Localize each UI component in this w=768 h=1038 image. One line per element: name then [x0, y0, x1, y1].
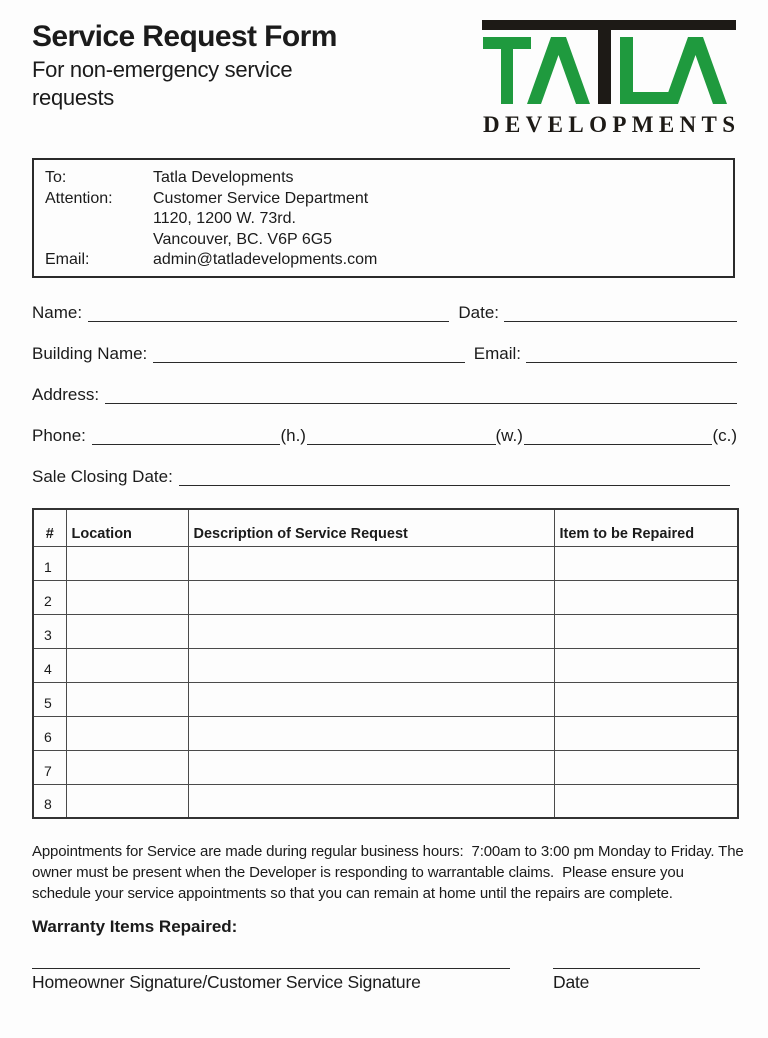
- table-row: [33, 750, 738, 784]
- cell-description[interactable]: [188, 784, 554, 818]
- cell-description[interactable]: [188, 716, 554, 750]
- cell-item[interactable]: [554, 750, 738, 784]
- service-request-table: [32, 508, 739, 819]
- signature-section: [32, 968, 737, 993]
- phone-home-input-line[interactable]: [92, 428, 281, 445]
- page-title: Service Request Form: [32, 20, 337, 53]
- row-number: 4: [33, 648, 66, 682]
- logo-letter-l: [620, 37, 671, 104]
- cell-description[interactable]: [188, 614, 554, 648]
- name-date-row: [32, 303, 737, 323]
- cell-item[interactable]: [554, 546, 738, 580]
- email-input-line[interactable]: [526, 346, 737, 363]
- cell-location[interactable]: [66, 614, 188, 648]
- table-row: [33, 682, 738, 716]
- table-row: [33, 546, 738, 580]
- address-row: [32, 385, 737, 405]
- cell-item[interactable]: [554, 614, 738, 648]
- form-fields: [32, 303, 737, 487]
- recipient-box: [32, 158, 735, 278]
- cell-item[interactable]: [554, 580, 738, 614]
- phone-work-label: (w.): [495, 426, 523, 445]
- to-label: To:: [45, 169, 67, 186]
- cell-item[interactable]: [554, 682, 738, 716]
- column-header-description: Description of Service Request: [188, 509, 554, 546]
- logo-top-bar: [482, 20, 736, 30]
- sale-closing-row: [32, 467, 737, 487]
- address-input-line[interactable]: [105, 387, 737, 404]
- phone-cell-input-line[interactable]: [524, 428, 713, 445]
- table-row: [33, 784, 738, 818]
- warranty-items-heading: Warranty Items Repaired:: [32, 917, 238, 936]
- email-label: Email:: [473, 344, 521, 363]
- table-row: [33, 648, 738, 682]
- row-number: 6: [33, 716, 66, 750]
- phone-label: Phone:: [32, 426, 86, 445]
- appointments-note: Appointments for Service are made during regular business hours: 7:00am to 3:00 pm Monday to Friday. The owner must be present when the Developer is responding to warrantable claims. Please ensure you schedule your service appointments so that you can remain at home until the repairs are complete.: [32, 843, 748, 902]
- cell-location[interactable]: [66, 648, 188, 682]
- address-label: Address:: [32, 385, 100, 404]
- table-header-row: [33, 509, 738, 546]
- cell-location[interactable]: [66, 546, 188, 580]
- table-row: [33, 580, 738, 614]
- cell-location[interactable]: [66, 682, 188, 716]
- row-number: 1: [33, 546, 66, 580]
- column-header-number: #: [33, 509, 66, 546]
- recipient-address-line2: Vancouver, BC. V6P 6G5: [153, 230, 333, 248]
- cell-item[interactable]: [554, 716, 738, 750]
- table-row: [33, 614, 738, 648]
- building-name-input-line[interactable]: [153, 346, 464, 363]
- building-email-row: [32, 344, 737, 364]
- cell-description[interactable]: [188, 682, 554, 716]
- phone-row: [32, 426, 737, 446]
- signature-date-label: Date: [553, 972, 590, 992]
- phone-work-input-line[interactable]: [307, 428, 496, 445]
- cell-location[interactable]: [66, 580, 188, 614]
- tatla-developments-logo-icon: [481, 13, 737, 137]
- row-number: 5: [33, 682, 66, 716]
- date-label: Date:: [458, 303, 499, 322]
- cell-description[interactable]: [188, 648, 554, 682]
- row-number: 2: [33, 580, 66, 614]
- sale-closing-date-label: Sale Closing Date:: [32, 467, 173, 486]
- name-input-line[interactable]: [88, 305, 449, 322]
- recipient-address-line1: 1120, 1200 W. 73rd.: [153, 210, 296, 227]
- homeowner-signature-line[interactable]: [32, 968, 510, 993]
- table-row: [33, 716, 738, 750]
- sale-closing-date-input-line[interactable]: [179, 469, 730, 486]
- logo-letter-a1: [527, 37, 590, 104]
- cell-description[interactable]: [188, 750, 554, 784]
- column-header-location: Location: [66, 509, 188, 546]
- cell-location[interactable]: [66, 750, 188, 784]
- logo-letter-t: [483, 37, 531, 104]
- to-value: Tatla Developments: [153, 169, 294, 186]
- homeowner-signature-label: Homeowner Signature/Customer Service Signature: [32, 972, 421, 992]
- date-input-line[interactable]: [504, 305, 737, 322]
- logo-subtext: DEVELOPMENTS: [483, 112, 735, 137]
- page-subtitle: For non-emergency service requests: [32, 57, 293, 110]
- recipient-email-value: admin@tatladevelopments.com: [153, 251, 378, 268]
- name-label: Name:: [32, 303, 83, 322]
- logo-black-t-stem: [598, 30, 611, 104]
- row-number: 7: [33, 750, 66, 784]
- attention-label: Attention:: [45, 189, 113, 207]
- row-number: 3: [33, 614, 66, 648]
- phone-cell-label: (c.): [712, 426, 738, 445]
- logo-letter-a2: [664, 37, 727, 104]
- signature-date-line[interactable]: [553, 968, 700, 993]
- cell-location[interactable]: [66, 784, 188, 818]
- recipient-email-label: Email:: [45, 251, 90, 268]
- phone-home-label: (h.): [280, 426, 306, 445]
- row-number: 8: [33, 784, 66, 818]
- cell-location[interactable]: [66, 716, 188, 750]
- cell-description[interactable]: [188, 580, 554, 614]
- column-header-item: Item to be Repaired: [554, 509, 738, 546]
- cell-description[interactable]: [188, 546, 554, 580]
- building-name-label: Building Name:: [32, 344, 148, 363]
- attention-value: Customer Service Department: [153, 189, 369, 207]
- cell-item[interactable]: [554, 648, 738, 682]
- cell-item[interactable]: [554, 784, 738, 818]
